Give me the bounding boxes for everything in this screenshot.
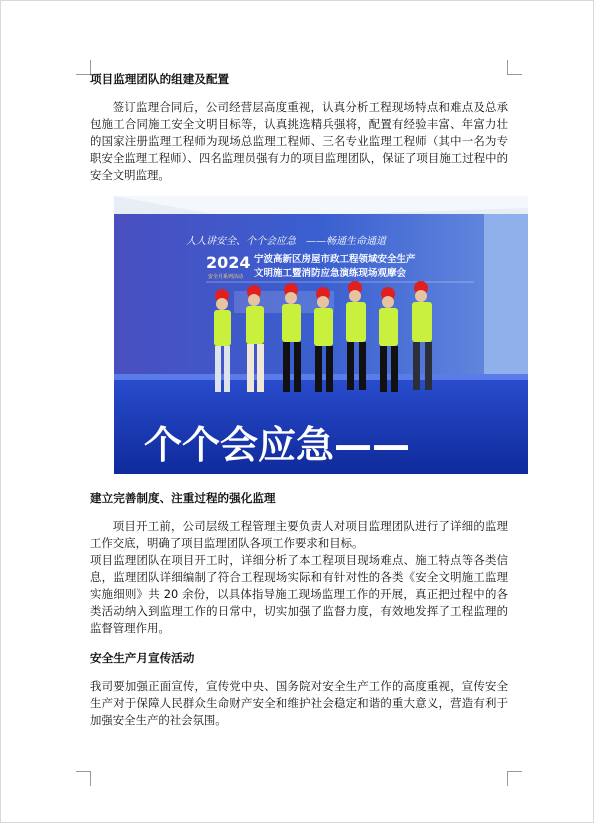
document-body — [90, 71, 508, 729]
year-sub-text: 安全月系列活动 — [208, 274, 244, 280]
margin-mark-top-left — [76, 60, 91, 75]
margin-mark-bottom-right — [507, 771, 522, 786]
banner-title-line2: 文明施工暨消防应急演练现场观摩会 — [254, 268, 407, 279]
year-text: 2024 — [206, 253, 251, 272]
paragraph: 项目监理团队在项目开工时，详细分析了本工程项目现场难点、施工特点等各类信息，监理团队详细编制了符合工程现场实际和有针对性的各类《安全文明施工监理实施细则》共 20 余份，以具体指导施工现场监理工作的开展，真正把过程中的各类活动纳入到监理工作的日常中，切实加强了监督力度，有效地发挥了工程监理的监督管理作用。 — [90, 553, 508, 635]
document-page — [1, 1, 593, 822]
event-photo — [114, 196, 528, 474]
event-photo-illustration — [114, 196, 528, 474]
section-heading: 安全生产月宣传活动 — [90, 651, 195, 665]
paragraph: 我司要加强正面宣传，宣传党中央、国务院对安全生产工作的高度重视，宣传安全生产对于保障人民群众生命财产安全和维护社会稳定和谐的重大意义，营造有利于加强安全生产的社会氛围。 — [90, 679, 508, 727]
section-heading: 建立完善制度、注重过程的强化监理 — [90, 491, 276, 505]
slogan-text: 人人讲安全、个个会应急 ——畅通生命通道 — [186, 236, 386, 247]
paragraph: 签订监理合同后，公司经营层高度重视，认真分析工程现场特点和难点及总承包施工合同施工安全文明目标等，认真挑选精兵强将，配置有经验丰富、年富力壮的国家注册监理工程师为现场总监理工程师、三名专业监理工程师（其中一名为专职安全监理工程师）、四名监理员强有力的项目监理团队，保证了项目施工过程中的安全文明监理。 — [90, 100, 508, 182]
stage-floor-text: 个个会应急—— — [144, 423, 411, 467]
section-heading: 项目监理团队的组建及配置 — [90, 72, 230, 86]
margin-mark-top-right — [507, 60, 522, 75]
banner-title-line1: 宁波高新区房屋市政工程领域安全生产 — [254, 254, 416, 265]
paragraph: 项目开工前，公司层级工程管理主要负责人对项目监理团队进行了详细的监理工作交底，明确了项目监理团队各项工作要求和目标。 — [90, 519, 508, 550]
margin-mark-bottom-left — [76, 771, 91, 786]
